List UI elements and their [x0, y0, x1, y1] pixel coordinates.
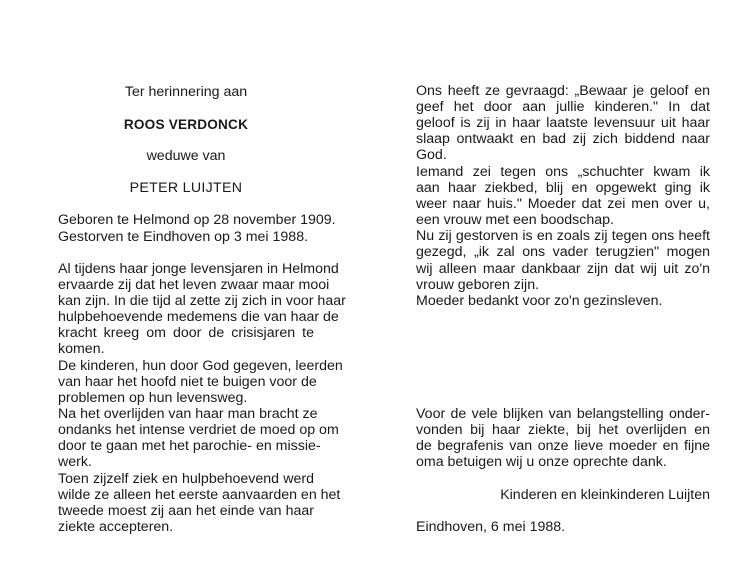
text-line: Ons heeft ze gevraagd: „Bewaar je geloof en	[416, 83, 710, 99]
text-line: hulpbehoevende medemens die van haar de	[58, 309, 339, 325]
text-line: tweede moest zij aan het einde van haar	[58, 503, 314, 519]
thanks-line: vonden bij haar ziekte, bij het overlijden en	[416, 422, 710, 438]
text-line: problemen op hun levensweg.	[58, 390, 248, 406]
text-line: komen.	[58, 341, 105, 357]
place-date: Eindhoven, 6 mei 1988.	[416, 519, 566, 535]
family-signature: Kinderen en kleinkinderen Luijten	[500, 487, 710, 503]
death-line: Gestorven te Eindhoven op 3 mei 1988.	[58, 229, 309, 245]
left-panel	[58, 0, 346, 580]
text-line: Iemand zei tegen ons „schuchter kwam ik	[416, 164, 710, 180]
text-line: Moeder bedankt voor zo'n gezinsleven.	[416, 293, 663, 309]
text-line: door te gaan met het parochie- en missie-	[58, 438, 321, 454]
text-line: vrouw geboren zijn.	[416, 277, 540, 293]
text-line: kan zijn. In die tijd al zette zij zich in voor haar	[58, 293, 346, 309]
text-line: Nu zij gestorven is en zoals zij tegen ons heeft	[416, 228, 710, 244]
deceased-name: ROOS VERDONCK	[123, 117, 249, 132]
text-line: God.	[416, 147, 447, 163]
text-line: kracht kreeg om door de crisisjaren te	[58, 325, 314, 341]
husband-name: PETER LUIJTEN	[129, 180, 243, 196]
text-line: Toen zijzelf ziek en hulpbehoevend werd	[58, 471, 314, 487]
birth-line: Geboren te Helmond op 28 november 1909.	[58, 212, 336, 228]
text-line: geloof is zij in haar laatste levensuur uit haar	[416, 115, 710, 131]
text-line: aan haar ziekbed, blij en opgewekt ging ik	[416, 180, 710, 196]
text-line: slaap ontwaakt en bad zij zich biddend naar	[416, 131, 710, 147]
text-line: De kinderen, hun door God gegeven, leerden	[58, 358, 343, 374]
text-line: werk.	[58, 454, 92, 470]
intro-text: Ter herinnering aan	[124, 84, 248, 100]
thanks-line: oma betuigen wij u onze oprechte dank.	[416, 454, 667, 470]
text-line: een vrouw met een boodschap.	[416, 212, 614, 228]
text-line: van haar het hoofd niet te buigen voor de	[58, 374, 317, 390]
thanks-line: de begrafenis van onze lieve moeder en fijne	[416, 438, 710, 454]
right-panel	[416, 0, 710, 580]
text-line: ondanks het intense verdriet de moed op om	[58, 422, 339, 438]
text-line: ziekte accepteren.	[58, 519, 174, 535]
text-line: Al tijdens haar jonge levensjaren in Helmond	[58, 261, 339, 277]
text-line: wij alleen maar dankbaar zijn dat wij uit zo'n	[416, 261, 710, 277]
text-line: wilde ze alleen het eerste aanvaarden en het	[58, 487, 341, 503]
text-line: ervaarde zij dat het leven zwaar maar mooi	[58, 277, 330, 293]
thanks-line: Voor de vele blijken van belangstelling onder-	[416, 406, 710, 422]
widow-of-text: weduwe van	[146, 148, 226, 164]
text-line: geef het door aan jullie kinderen." In dat	[416, 99, 710, 115]
text-line: Na het overlijden van haar man bracht ze	[58, 406, 318, 422]
text-line: gezegd, „ik zal ons vader terugzien" mogen	[416, 244, 710, 260]
text-line: weer naar huis." Moeder dat zei men over u,	[416, 196, 710, 212]
